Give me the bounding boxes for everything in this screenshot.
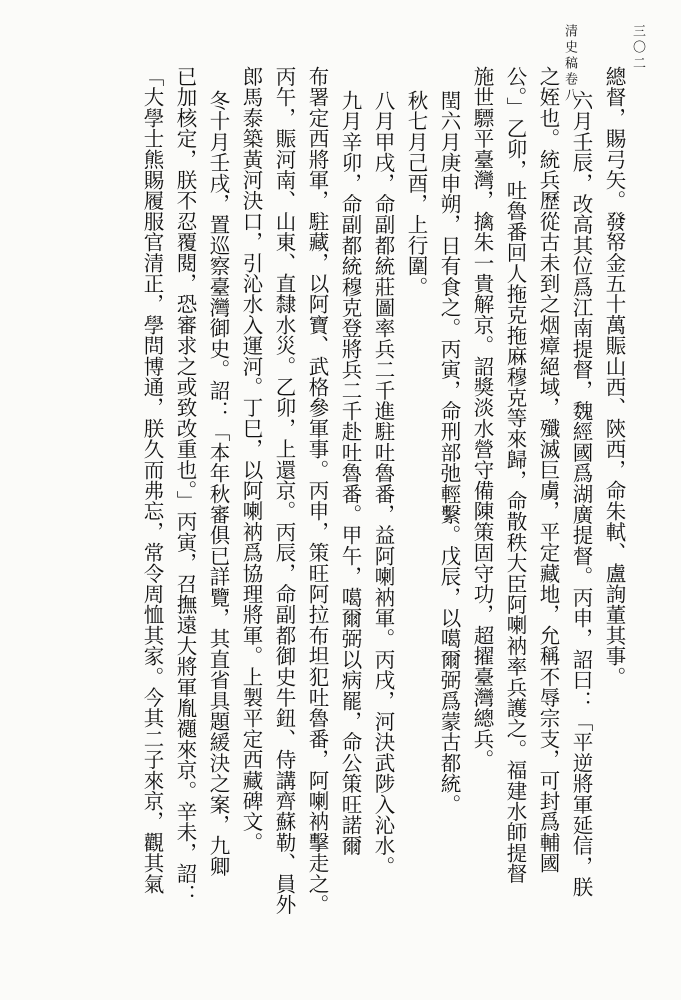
text-column: 布署定西將軍，駐藏，以阿寶、武格參軍事。丙申，策旺阿拉布坦犯吐魯番，阿喇衲擊走之。: [305, 66, 329, 915]
book-title: 清史稿卷八: [562, 24, 577, 104]
text-column: 施世驃平臺灣，擒朱一貴解京。詔獎淡水營守備陳策固守功，超擢臺灣總兵。: [470, 66, 494, 770]
text-column: 丙午，賑河南、山東、直隸水災。乙卯，上還京。丙辰，命副都御史牛鈕、侍講齊蘇勒、員外: [272, 66, 296, 915]
text-column: 九月辛卯，命副都統穆克登將兵二千赴吐魯番。甲午，噶爾弼以病罷，命公策旺諾爾: [338, 90, 362, 856]
text-column: 六月壬辰，改高其位爲江南提督，魏經國爲湖廣提督。丙申，詔曰：「平逆將軍延信，朕: [569, 90, 593, 898]
text-column: 冬十月壬戌，置巡察臺灣御史。詔：「本年秋審俱已詳覽，其直省具題緩決之案，九卿: [206, 90, 230, 877]
text-column: 已加核定，朕不忍覆閱，恐審求之或致改重也。」丙寅，召撫遠大將軍胤禵來京。辛未，詔：: [173, 66, 197, 905]
text-column: 之姪也。統兵歷從古未到之烟瘴絕域，殲滅巨虜，平定藏地，允稱不辱宗支，可封爲輔國: [536, 66, 560, 874]
text-column: 秋七月己酉，上行圍。: [404, 90, 428, 297]
text-column: 公。」乙卯，吐魯番回人拖克拖麻穆克等來歸，命散秩大臣阿喇衲率兵護之。福建水師提督: [503, 66, 527, 884]
text-column: 八月甲戌，命副都統莊圖率兵二千進駐吐魯番，益阿喇衲軍。丙戌，河決武陟入沁水。: [371, 90, 395, 877]
text-column: 「大學士熊賜履服官清正，學問博通，朕久而弗忘，常令周恤其家。今其二子來京，觀其氣: [140, 66, 164, 894]
page-number: 三〇二: [630, 24, 645, 72]
text-column: 閏六月庚申朔，日有食之。丙寅，命刑部弛輕繫。戊辰，以噶爾弼爲蒙古都統。: [437, 90, 461, 815]
text-column: 郎馬泰築黃河決口，引沁水入運河。丁巳，以阿喇衲爲協理將軍。上製平定西藏碑文。: [239, 66, 263, 853]
text-column: 總督，賜弓矢。發帑金五十萬賑山西、陝西，命朱軾、盧詢董其事。: [602, 66, 626, 687]
